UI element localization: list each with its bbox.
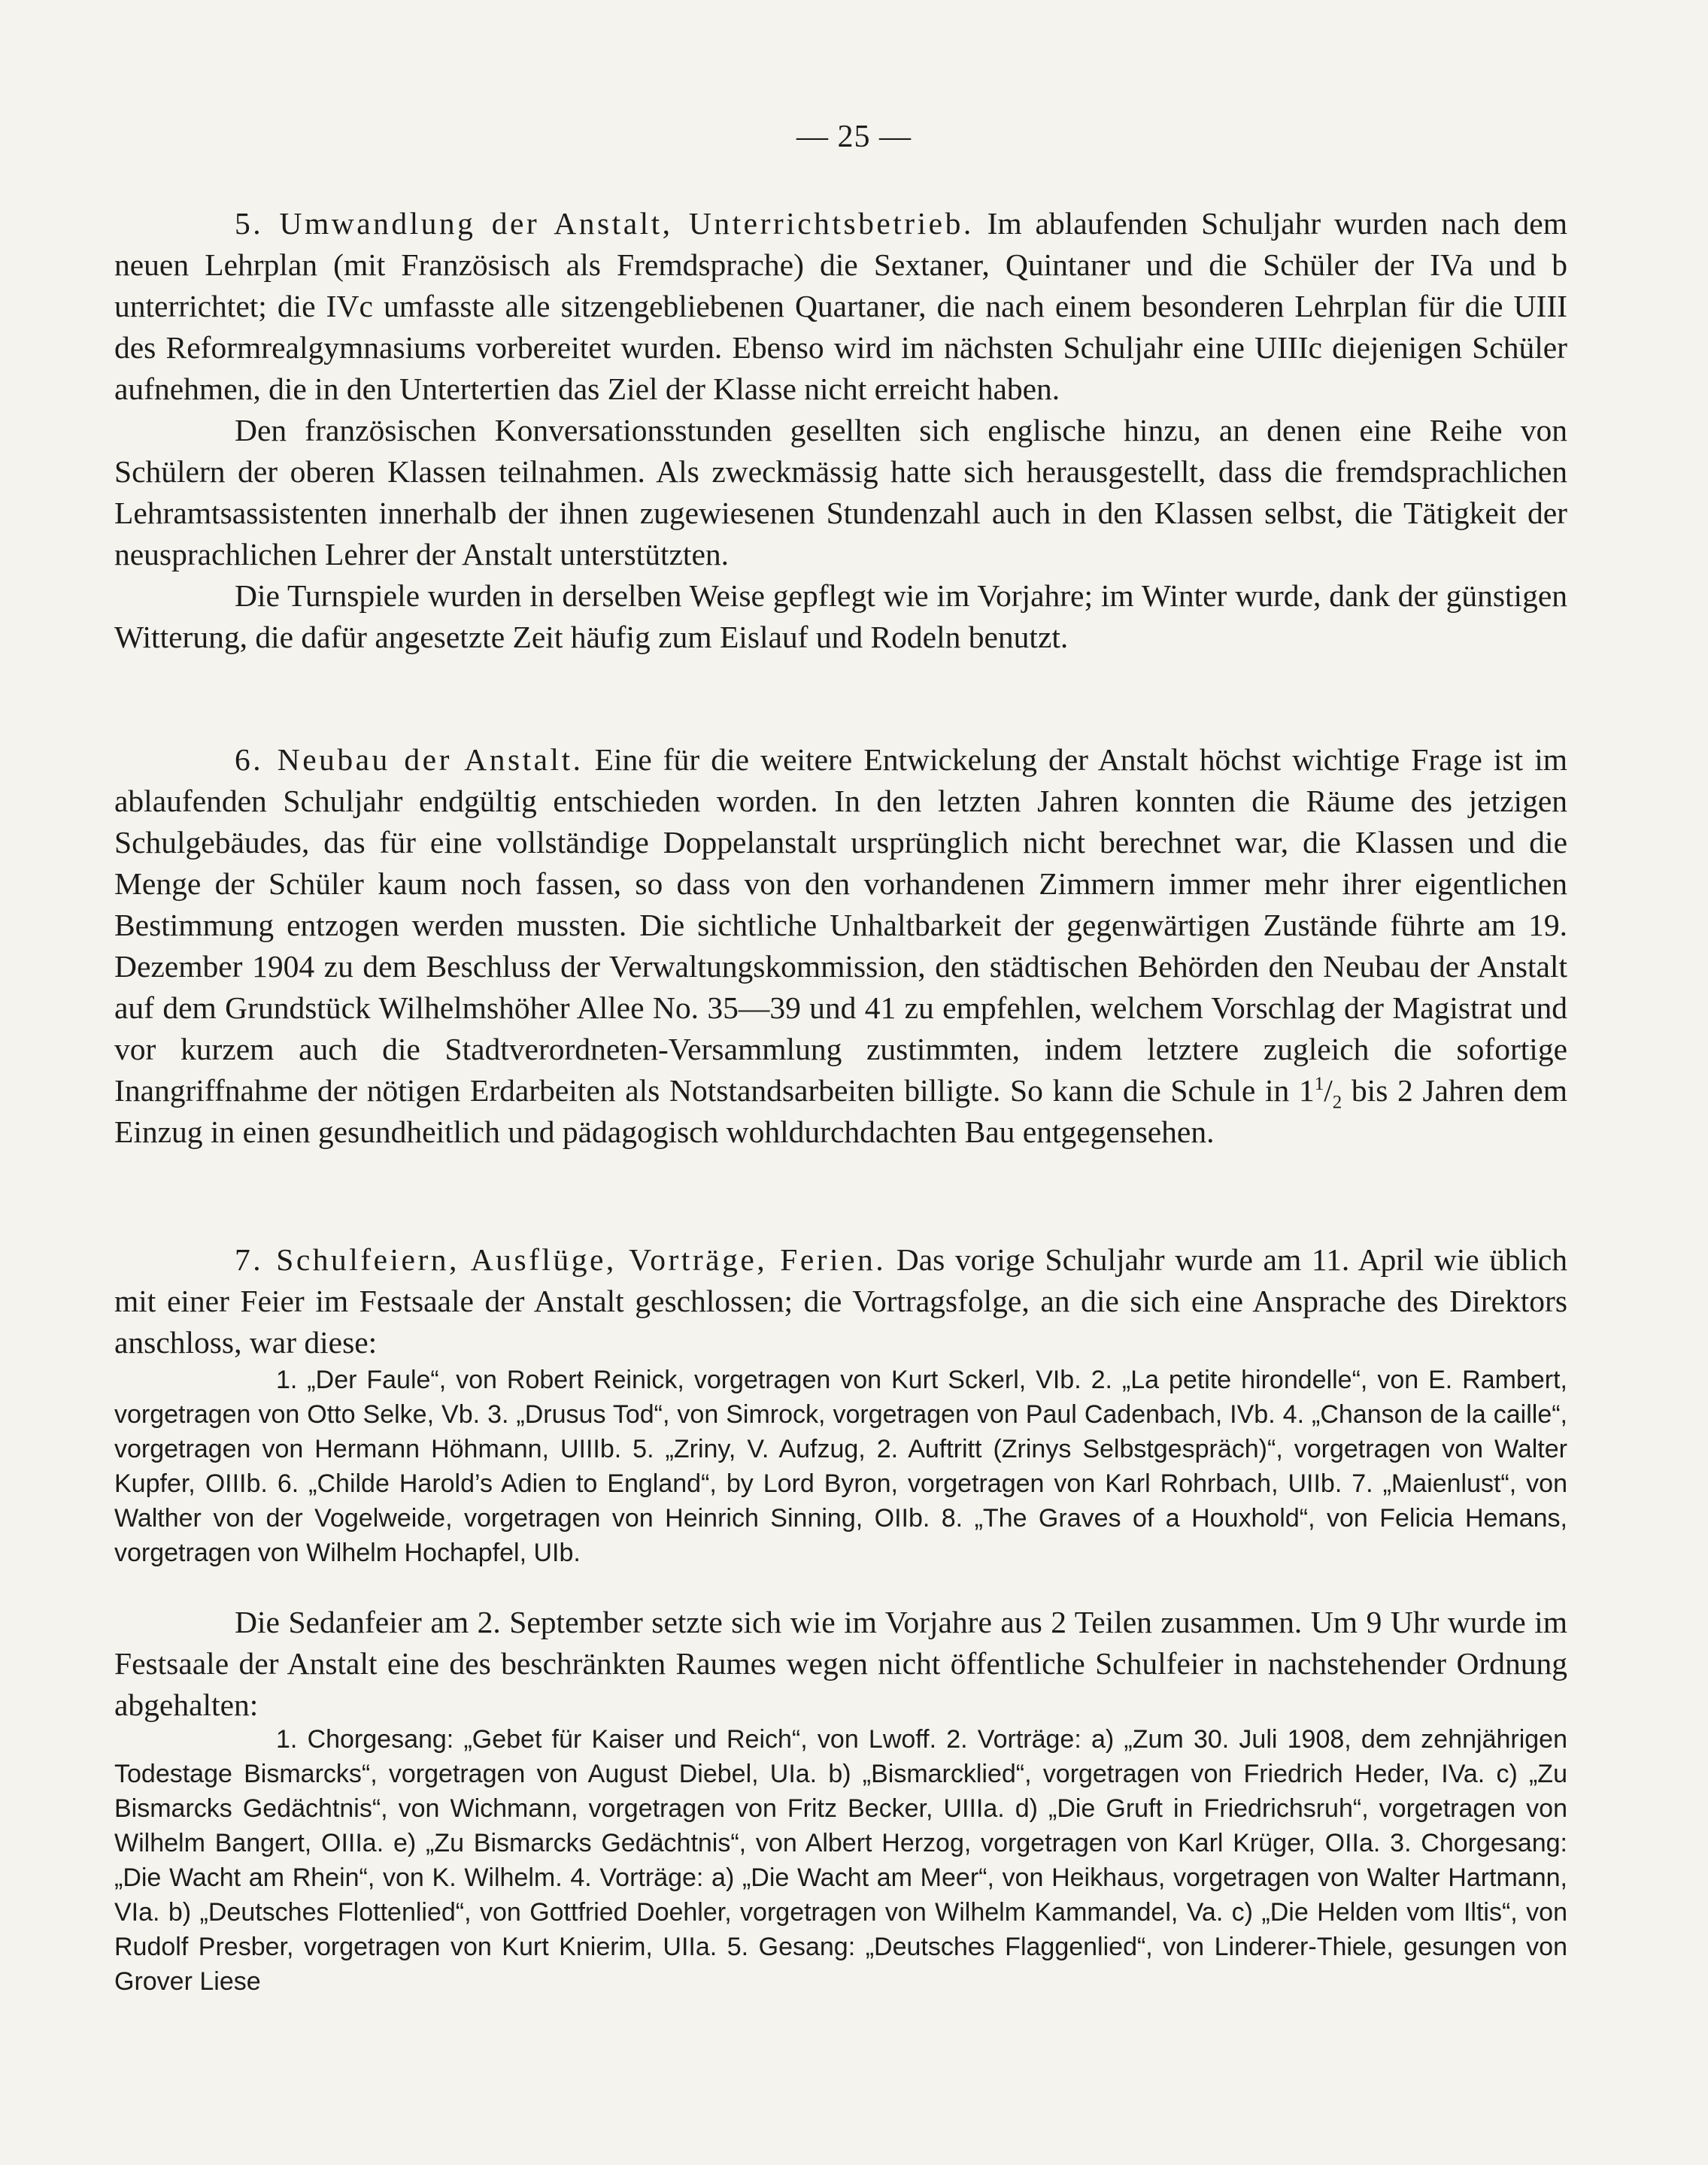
program-1-text: 1. „Der Faule“, von Robert Reinick, vorgetragen von Kurt Sckerl, VIb. 2. „La petite hirondelle“, von E. Rambert, vorgetragen von Otto Selke, Vb. 3. „Drusus Tod“, von Simrock, vorgetragen von Paul Cadenbach, IVb. 4. „Chanson de la caille“, vorgetragen von Hermann Höhmann, UIIIb. 5. „Zriny, V. Aufzug, 2. Auftritt (Zrinys Selbstgespräch)“, vorgetragen von Walter Kupfer, OIIIb. 6. „Childe Harold’s Adien to England“, by Lord Byron, vorgetragen von Karl Rohrbach, UIIb. 7. „Maienlust“, von Walther von der Vogelweide, vorgetragen von Heinrich Sinning, OIIb. 8. „The Graves of a Houxhold“, von Felicia Hemans, vorgetragen von Wilhelm Hochapfel, UIb.: [114, 1366, 1567, 1567]
fraction-numerator: 1: [1314, 1074, 1324, 1095]
section-7-heading: 7. Schulfeiern, Ausflüge, Vorträge, Ferien.: [235, 1242, 887, 1277]
section-6: [114, 739, 1567, 1153]
section-7-paragraph-1: [114, 1239, 1567, 1363]
section-5-paragraph-3: Die Turnspiele wurden in derselben Weise gepflegt wie im Vorjahre; im Winter wurde, dank der günstigen Witterung, die dafür angesetzte Zeit häufig zum Eislauf und Rodeln benutzt.: [114, 578, 1567, 654]
section-5-heading: 5. Umwandlung der Anstalt, Unterrichtsbetrieb.: [235, 206, 974, 241]
section-5: [114, 203, 1567, 658]
page-number: — 25 —: [796, 120, 912, 154]
section-5-paragraph-2: Den französischen Konversationsstunden gesellten sich englische hinzu, an denen eine Reihe von Schülern der oberen Klassen teilnahmen. Als zweckmässig hatte sich herausgestellt, dass die fremdsprachlichen Lehramtsassistenten innerhalb der ihnen zugewiesenen Stundenzahl auch in den Klassen selbst, die Tätigkeit der neusprachlichen Lehrer der Anstalt unterstützten.: [114, 413, 1567, 572]
section-7-paragraph-2: Die Sedanfeier am 2. September setzte sich wie im Vorjahre aus 2 Teilen zusammen. Um 9 Uhr wurde im Festsaale der Anstalt eine des beschränkten Raumes wegen nicht öffentliche Schulfeier in nachstehender Ordnung abgehalten:: [114, 1605, 1567, 1722]
program-list-2: [114, 1722, 1567, 1999]
program-list-1: [114, 1363, 1567, 1570]
section-6-paragraph: 6. Neubau der Anstalt. Eine für die weitere Entwickelung der Anstalt höchst wichtige Frage ist im ablaufenden Schuljahr endgültig entschieden worden. In den letzten Jahren konnten die Räume des jetzigen Schulgebäudes, das für eine vollständige Doppelanstalt ursprünglich nicht berechnet war, die Klassen und die Menge der Schüler kaum noch fassen, so dass von den vorhandenen Zimmern immer mehr ihrer eigentlichen Bestimmung entzogen werden mussten. Die sichtliche Unhaltbarkeit der gegenwärtigen Zustände führte am 19. Dezember 1904 zu dem Beschluss der Verwaltungskommission, den städtischen Behörden den Neubau der Anstalt auf dem Grundstück Wilhelmshöher Allee No. 35—39 und 41 zu empfehlen, welchem Vorschlag der Magistrat und vor kurzem auch die Stadtverordneten-Versammlung zustimmten, indem letztere zugleich die sofortige Inangriffnahme der nötigen Erdarbeiten als Notstandsarbeiten billigte. So kann die Schule in $1^1/_2$ bis 2 Jahren dem Einzug in einen gesundheitlich und pädagogisch wohldurchdachten Bau entgegensehen.: [114, 742, 1568, 1149]
section-6-heading: 6. Neubau der Anstalt.: [235, 742, 584, 777]
section-7-part-2: [114, 1602, 1567, 1726]
program-2-text: 1. Chorgesang: „Gebet für Kaiser und Reich“, von Lwoff. 2. Vorträge: a) „Zum 30. Juli 1908, dem zehnjährigen Todestage Bismarcks“, vorgetragen von August Diebel, UIa. b) „Bismarcklied“, vorgetragen von Friedrich Heder, IVa. c) „Zu Bismarcks Gedächtnis“, von Wichmann, vorgetragen von Fritz Becker, UIIIa. d) „Die Gruft in Friedrichsruh“, vorgetragen von Wilhelm Bangert, OIIIa. e) „Zu Bismarcks Gedächtnis“, von Albert Herzog, vorgetragen von Karl Krüger, OIIa. 3. Chorgesang: „Die Wacht am Rhein“, von K. Wilhelm. 4. Vorträge: a) „Die Wacht am Meer“, von Heikhaus, vorgetragen von Walter Hartmann, VIa. b) „Deutsches Flottenlied“, von Gottfried Doehler, vorgetragen von Wilhelm Kammandel, Va. c) „Die Helden vom Iltis“, von Rudolf Presber, vorgetragen von Kurt Knierim, UIIa. 5. Gesang: „Deutsches Flaggenlied“, von Linderer-Thiele, gesungen von Grover Liese: [114, 1725, 1567, 1996]
section-5-paragraph-1: [114, 203, 1567, 410]
section-6-text-before: Eine für die weitere Entwickelung der Anstalt höchst wichtige Frage ist im ablaufenden Schuljahr endgültig entschieden worden. In den letzten Jahren konnten die Räume des jetzigen Schulgebäudes, das für eine vollständige Doppelanstalt ursprünglich nicht berechnet war, die Klassen und die Menge der Schüler kaum noch fassen, so dass von den vorhandenen Zimmern immer mehr ihrer eigentlichen Bestimmung entzogen werden mussten. Die sichtliche Unhaltbarkeit der gegenwärtigen Zustände führte am 19. Dezember 1904 zu dem Beschluss der Verwaltungskommission, den städtischen Behörden den Neubau der Anstalt auf dem Grundstück Wilhelmshöher Allee No. 35—39 und 41 zu empfehlen, welchem Vorschlag der Magistrat und vor kurzem auch die Stadtverordneten-Versammlung zustimmten, indem letztere zugleich die sofortige Inangriffnahme der nötigen Erdarbeiten als Notstandsarbeiten billigte. So kann die Schule in 1: [114, 742, 1568, 1108]
section-7-text-1: Das vorige Schuljahr wurde am 11. April wie üblich mit einer Feier im Festsaale der Anstalt geschlossen; die Vortragsfolge, an die sich eine Ansprache des Direktors anschloss, war diese:: [114, 1242, 1568, 1360]
section-6-text-after: bis 2 Jahren dem Einzug in einen gesundheitlich und pädagogisch wohldurchdachten Bau entgegensehen.: [114, 1073, 1567, 1149]
fraction-denominator: 2: [1332, 1092, 1342, 1113]
section-7: [114, 1239, 1567, 1363]
section-5-text-1: Im ablaufenden Schuljahr wurden nach dem neuen Lehrplan (mit Französisch als Fremdsprache) die Sextaner, Quintaner und die Schüler der IVa und b unterrichtet; die IVc umfasste alle sitzengebliebenen Quartaner, die nach einem besonderen Lehrplan für die UIII des Reformrealgymnasiums vorbereitet wurden. Ebenso wird im nächsten Schuljahr eine UIIIc diejenigen Schüler aufnehmen, die in den Untertertien das Ziel der Klasse nicht erreicht haben.: [114, 206, 1567, 406]
